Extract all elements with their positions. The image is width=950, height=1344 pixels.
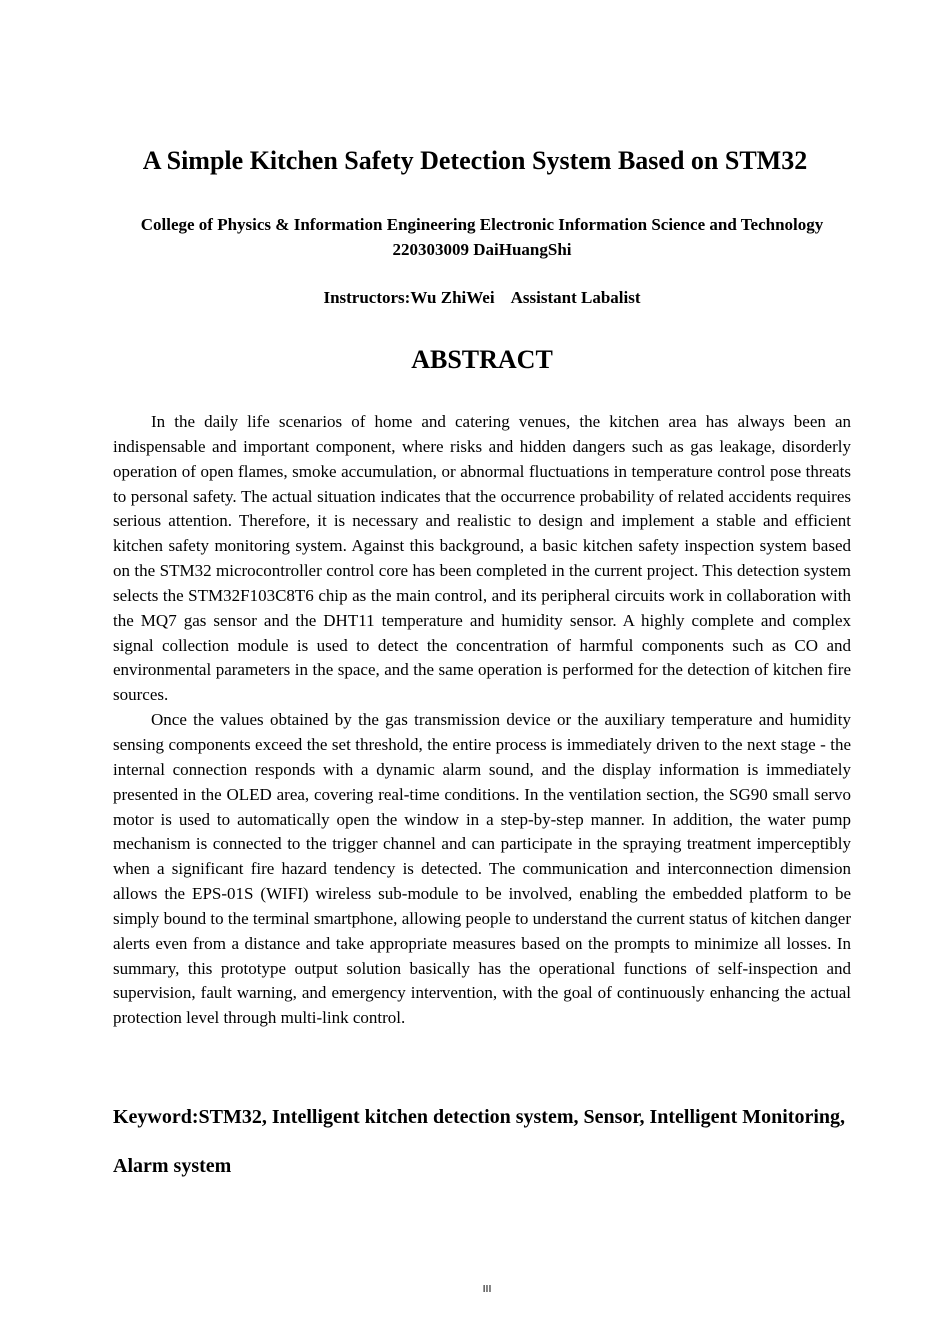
instructors-line: Instructors:Wu ZhiWei Assistant Labalist <box>323 288 641 307</box>
abstract-paragraph-2: Once the values obtained by the gas transmission device or the auxiliary temperature and humidity sensing components exceed the set threshold, the entire process is immediately driven to the next stage - the internal connection responds with a dynamic alarm sound, and the display information is immediately presented in the OLED area, covering real-time conditions. In the ventilation section, the SG90 small servo motor is used to automatically open the window in a step-by-step manner. In addition, the water pump mechanism is connected to the trigger channel and can participate in the spraying treatment imperceptibly when a significant fire hazard tendency is detected. The communication and interconnection dimension allows the EPS-01S (WIFI) wireless sub-module to be involved, enabling the embedded platform to be simply bound to the terminal smartphone, allowing people to understand the current status of kitchen danger alerts even from a distance and take appropriate measures based on the prompts to minimize all losses. In summary, this prototype output solution basically has the operational functions of self-inspection and supervision, fault warning, and emergency intervention, with the goal of continuously enhancing the actual protection level through multi-link control. <box>113 710 851 1028</box>
page-number: III <box>482 1284 492 1295</box>
abstract-paragraph-1: In the daily life scenarios of home and catering venues, the kitchen area has always been an indispensable and important component, where risks and hidden dangers such as gas leakage, disorderly operation of open flames, smoke accumulation, or abnormal fluctuations in temperature control pose threats to personal safety. The actual situation indicates that the occurrence probability of related accidents requires serious attention. Therefore, it is necessary and realistic to design and implement a stable and efficient kitchen safety monitoring system. Against this background, a basic kitchen safety inspection system based on the STM32 microcontroller control core has been completed in the current project. This detection system selects the STM32F103C8T6 chip as the main control, and its peripheral circuits work in collaboration with the MQ7 gas sensor and the DHT11 temperature and humidity sensor. A highly complete and complex signal collection module is used to detect the concentration of harmful components such as CO and environmental parameters in the space, and the same operation is performed for the detection of kitchen fire sources. <box>113 412 851 705</box>
abstract-heading: ABSTRACT <box>411 345 553 374</box>
abstract-body <box>113 410 851 1031</box>
keywords-line: Keyword:STM32, Intelligent kitchen detection system, Sensor, Intelligent Monitoring, Alarm system <box>113 1106 846 1177</box>
paper-title: A Simple Kitchen Safety Detection System Based on STM32 <box>142 146 808 175</box>
author-affiliation: College of Physics & Information Engineering Electronic Information Science and Technology 220303009 DaiHuangShi <box>140 215 824 259</box>
